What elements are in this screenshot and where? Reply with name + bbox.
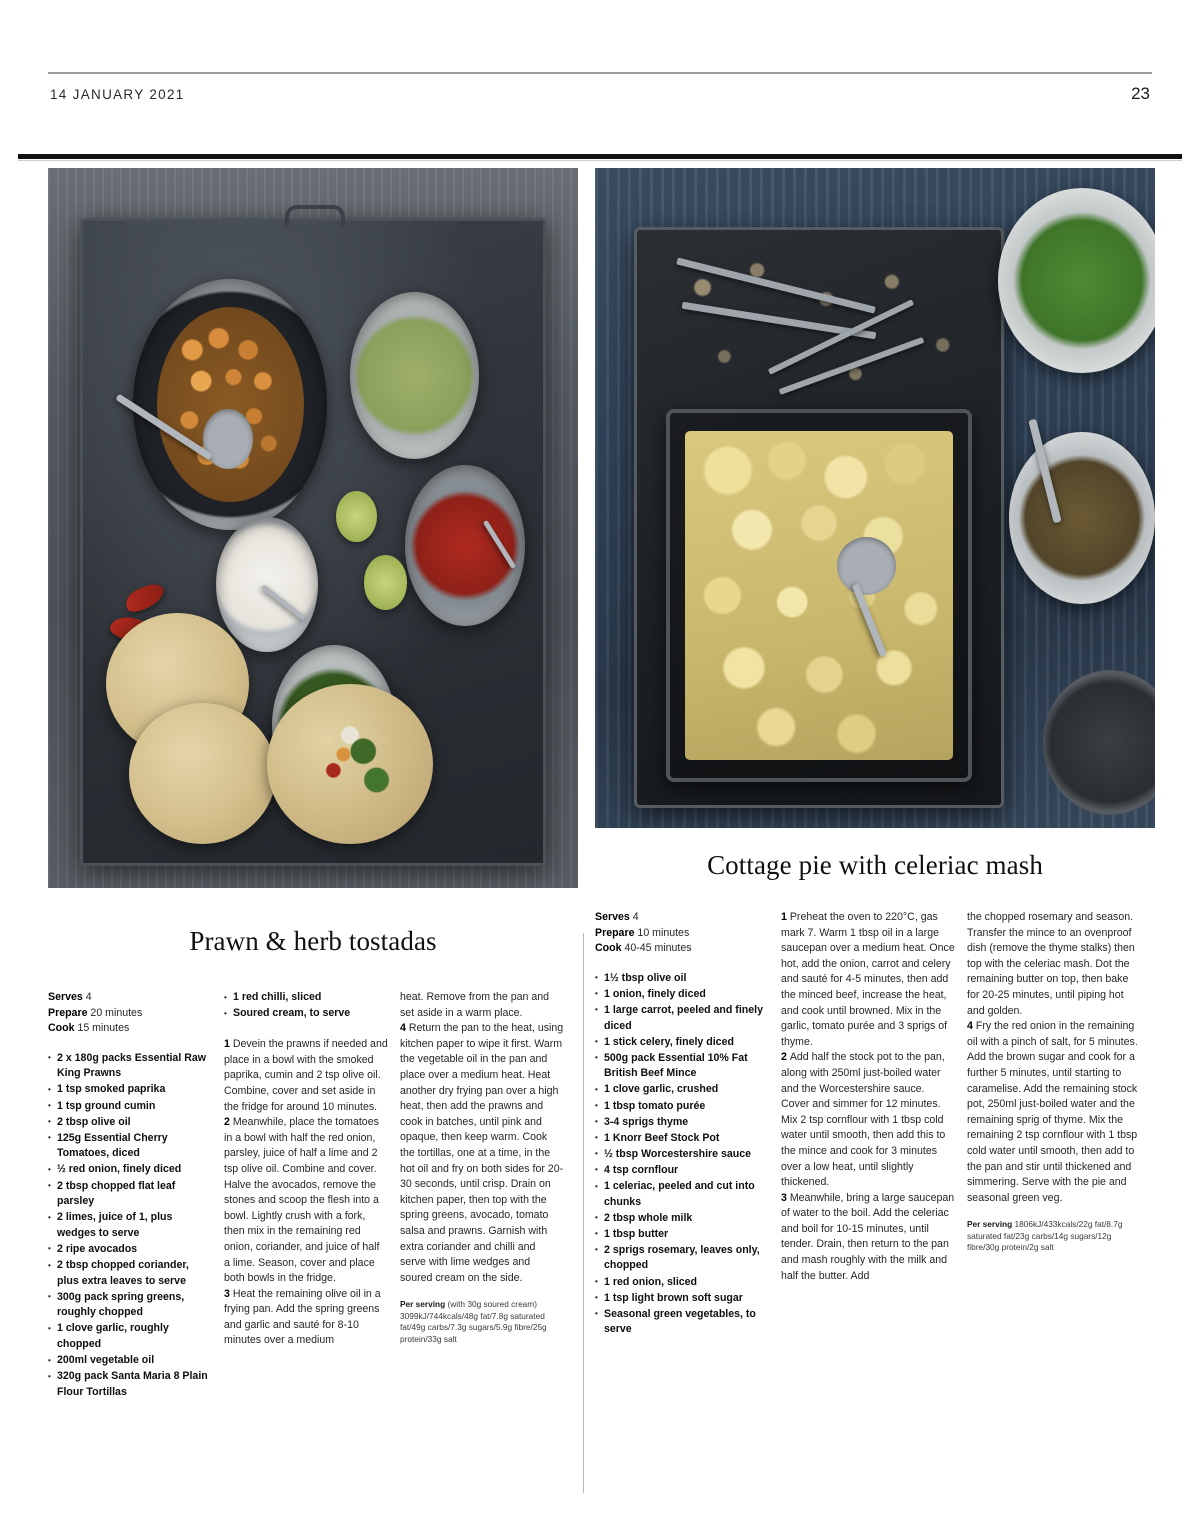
cottage-meta: [595, 910, 769, 957]
recipe-cottage-pie-celeriac-mash: [595, 168, 1155, 1338]
celeriac-mash-topping: [685, 431, 953, 760]
nutrition-values: 1806kJ/433kcals/22g fat/8.7g saturated fat/23g carbs/14g sugars/12g fibre/30g protein/2g salt: [967, 1219, 1123, 1253]
tostadas-serves: [48, 990, 212, 1006]
prepare-value: 20 minutes: [90, 1006, 143, 1019]
ingredient-item: • 1 tbsp butter: [595, 1227, 769, 1243]
method-step-text: Meanwhile, bring a large saucepan of water to the boil. Add the celeriac and boil for 10-15 minutes, until tender. Drain, then return to the pan and mash roughly with the milk and half the butter. Add: [781, 1191, 955, 1282]
cook-label: Cook: [48, 1022, 75, 1035]
method-step: [400, 1021, 564, 1286]
recipe-title-tostadas: Prawn & herb tostadas: [189, 926, 437, 956]
ingredient-item: • 2 x 180g packs Essential Raw King Prawns: [48, 1051, 212, 1082]
lime-half-one: [336, 491, 377, 542]
method-step: [967, 1019, 1141, 1206]
ingredient-item: • Soured cream, to serve: [224, 1006, 388, 1022]
tostadas-column-one: [48, 990, 224, 1401]
ingredient-item: • ½ tbsp Worcestershire sauce: [595, 1147, 769, 1163]
ingredient-item: • 1 tbsp tomato purée: [595, 1099, 769, 1115]
photo-cottage-pie: [595, 168, 1155, 828]
method-step-number: 4: [967, 1020, 976, 1033]
assembled-tostada: [267, 684, 433, 845]
ingredient-item: • 4 tsp cornflour: [595, 1163, 769, 1179]
ingredient-item: • 2 ripe avocados: [48, 1242, 212, 1258]
spacer: [224, 1022, 388, 1037]
method-step: [781, 1050, 955, 1190]
ingredient-item: • 1 large carrot, peeled and finely diced: [595, 1003, 769, 1034]
ingredient-item: • 1 tsp light brown soft sugar: [595, 1291, 769, 1307]
cottage-step-continuation-text: the chopped rosemary and season. Transfer the mince to an ovenproof dish (remove the thyme stalks) then top with the celeriac mash. Dot the remaining butter on top, then bake for 20-25 minutes, until piping hot and golden.: [967, 911, 1135, 1017]
tostadas-meta: [48, 990, 212, 1037]
method-step-text: Meanwhile, place the tomatoes in a bowl with half the red onion, parsley, juice of half a lime and 2 tsp olive oil. Combine and cover. Halve the avocados, remove the stones and scoop the flesh into a bowl. Lightly crush with a fork, then mix in the remaining red onion, coriander, and juice of half a lime. Season, cover and place both bowls in the fridge.: [224, 1116, 380, 1285]
prepare-label: Prepare: [595, 926, 635, 939]
nutrition-values: 3099kJ/744kcals/48g fat/7.8g saturated fat/49g carbs/7.3g sugars/5.9g fibre/25g protein/33g salt: [400, 1310, 547, 1345]
ingredient-item: • 2 tbsp chopped flat leaf parsley: [48, 1179, 212, 1210]
cottage-method-continuation: [967, 910, 1141, 1019]
slate-serving-tray: [80, 218, 546, 866]
baking-tray: [634, 227, 1004, 808]
cottage-column-three: [967, 910, 1153, 1338]
method-step-number: 1: [781, 911, 790, 923]
method-step-number: 1: [224, 1038, 233, 1051]
tostadas-ingredients-list-two: [224, 990, 388, 1022]
ingredient-item: • 1 stick celery, finely diced: [595, 1035, 769, 1051]
ingredient-item: • 1 red onion, sliced: [595, 1275, 769, 1291]
method-step-number: 3: [781, 1191, 790, 1204]
soured-cream-spoon: [261, 585, 306, 621]
tostadas-method-continuation: [400, 990, 564, 1021]
ingredient-item: • 2 tbsp olive oil: [48, 1115, 212, 1131]
bowl-of-green-beans: [998, 188, 1155, 373]
page-content: [0, 168, 1200, 1518]
ingredient-item: • 2 sprigs rosemary, leaves only, chopped: [595, 1243, 769, 1274]
prawn-pile: [157, 307, 304, 502]
cottage-column-two: [781, 910, 967, 1338]
method-step-text: Heat the remaining olive oil in a frying pan. Add the spring greens and garlic and sauté for 8-10 minutes over a medium: [224, 1287, 381, 1347]
method-step: [224, 1287, 388, 1349]
ingredient-item: • 1 red chilli, sliced: [224, 990, 388, 1006]
ingredient-item: • 500g pack Essential 10% Fat British Beef Mince: [595, 1051, 769, 1082]
photo-prawn-herb-tostadas: [48, 168, 578, 888]
ingredient-item: • 1 clove garlic, roughly chopped: [48, 1321, 212, 1352]
prepare-label: Prepare: [48, 1006, 88, 1019]
flour-tortilla-bottom: [129, 703, 276, 844]
method-step-text: Preheat the oven to 220°C, gas mark 7. Warm 1 tbsp oil in a large saucepan over a medium heat. Once hot, add the onion, carrot and celery and sauté for 4-5 minutes, then add the minced beef, increase the heat, and cook until browned. Mix in the garlic, tomato purée and 3 sprigs of thyme.: [781, 911, 955, 1048]
serves-label: Serves: [595, 911, 630, 923]
lime-half-two: [364, 555, 408, 610]
sliced-red-chilli-one: [122, 579, 168, 617]
ingredient-item: • 1 Knorr Beef Stock Pot: [595, 1131, 769, 1147]
cottage-nutrition: [967, 1219, 1141, 1254]
ingredient-item: • 2 tbsp chopped coriander, plus extra leaves to serve: [48, 1258, 212, 1289]
serves-value: 4: [632, 911, 639, 923]
method-step-number: 2: [781, 1051, 790, 1064]
issue-date: 14 JANUARY 2021: [50, 87, 185, 102]
method-step: [224, 1037, 388, 1115]
tostadas-nutrition: [400, 1299, 564, 1345]
method-step: [781, 1191, 955, 1285]
ingredient-item: • 2 limes, juice of 1, plus wedges to serve: [48, 1210, 212, 1241]
ingredient-item: • 320g pack Santa Maria 8 Plain Flour Tortillas: [48, 1369, 212, 1400]
ingredient-item: • 125g Essential Cherry Tomatoes, diced: [48, 1131, 212, 1162]
salsa-spoon: [483, 520, 516, 569]
ingredient-item: • 200ml vegetable oil: [48, 1353, 212, 1369]
plate-of-prawns: [133, 279, 326, 529]
method-step-text: Add half the stock pot to the pan, along with 250ml just-boiled water and the Worcestershire sauce. Cover and simmer for 12 minutes. Mix 2 tsp cornflour with 1 tbsp cold water until smooth, then add this to the mince and cook for 3 minutes over a low heat, until slightly thickened.: [781, 1051, 946, 1189]
cottage-prepare: [595, 926, 769, 942]
bowl-of-soured-cream: [216, 517, 317, 652]
tostadas-method-part-one: [224, 1037, 388, 1349]
cottage-column-one: [595, 910, 781, 1338]
recipe-prawn-herb-tostadas: [48, 168, 578, 1401]
serves-value: 4: [85, 991, 92, 1003]
method-step-text: Devein the prawns if needed and place in a bowl with the smoked paprika, cumin and 2 tsp olive oil. Combine, cover and set aside in the fridge for around 10 minutes.: [224, 1038, 388, 1113]
ingredient-item: • 300g pack spring greens, roughly chopped: [48, 1290, 212, 1321]
cottage-ingredients-list: [595, 971, 769, 1338]
tostadas-step-continuation-text: heat. Remove from the pan and set aside in a warm place.: [400, 991, 549, 1019]
method-step-number: 3: [224, 1287, 233, 1300]
header-bottom-rule: [18, 154, 1182, 159]
jug-of-gravy: [1009, 432, 1155, 604]
jar-of-tomato-salsa: [405, 465, 525, 626]
method-step: [224, 1115, 388, 1287]
ingredient-item: • 2 tbsp whole milk: [595, 1211, 769, 1227]
ingredient-item: • 1 clove garlic, crushed: [595, 1082, 769, 1098]
method-step-text: Fry the red onion in the remaining oil with a pinch of salt, for 5 minutes. Add the brown sugar and cook for a further 5 minutes, until starting to caramelise. Add the remaining stock pot, 250ml just-boiled water and the remaining sprig of thyme. Mix the remaining 2 tsp cornflour with 1 tbsp cold water until smooth, then add to the pan and stir until thickened and simmering. Serve with the pie and seasonal green veg.: [967, 1020, 1138, 1204]
cottage-cook: [595, 941, 769, 957]
tostadas-cook: [48, 1021, 212, 1037]
cottage-method-part-two: [967, 1019, 1141, 1206]
method-step: [781, 910, 955, 1050]
cook-value: 40-45 minutes: [624, 942, 692, 955]
cook-value: 15 minutes: [77, 1022, 130, 1035]
tostadas-method-part-two: [400, 1021, 564, 1286]
nutrition-label: Per serving: [967, 1219, 1013, 1230]
ingredient-item: • Seasonal green vegetables, to serve: [595, 1307, 769, 1338]
nutrition-label: Per serving: [400, 1299, 446, 1310]
nutrition-note: (with 30g soured cream): [447, 1299, 537, 1310]
method-step-number: 4: [400, 1022, 409, 1035]
tostadas-prepare: [48, 1006, 212, 1022]
recipe-title-cottage-pie: Cottage pie with celeriac mash: [707, 850, 1043, 880]
method-step-text: Return the pan to the heat, using kitchen paper to wipe it first. Warm the vegetable oil in the pan and place over a medium heat. Heat another dry frying pan over a high heat, then add the prawns and cook in batches, until pink and opaque, then keep warm. Cook the tortillas, one at a time, in the hot oil and fry on both sides for 20-30 seconds, until crisp. Drain on kitchen paper, then top with the spring greens, avocado, tomato salsa and prawns. Garnish with extra coriander and chilli and serve with lime wedges and soured cream on the side.: [400, 1022, 564, 1284]
tostadas-column-three: [400, 990, 576, 1401]
ingredient-item: • 3-4 sprigs thyme: [595, 1115, 769, 1131]
recipe-text-columns-tostadas: [48, 990, 578, 1401]
cottage-serves: [595, 910, 769, 926]
tostadas-ingredients-list-one: [48, 1051, 212, 1401]
ingredient-item: • 1 tsp ground cumin: [48, 1099, 212, 1115]
cook-label: Cook: [595, 942, 622, 955]
ingredient-item: • 1½ tbsp olive oil: [595, 971, 769, 987]
pie-baking-dish: [666, 409, 971, 783]
bowl-of-guacamole: [350, 292, 479, 459]
ingredient-item: • 1 celeriac, peeled and cut into chunks: [595, 1179, 769, 1210]
tray-handle: [285, 205, 345, 227]
column-divider-rule: [583, 933, 584, 1493]
cottage-method-part-one: [781, 910, 955, 1284]
method-step-number: 2: [224, 1116, 233, 1129]
tostadas-column-two: [224, 990, 400, 1401]
page-number: 23: [1131, 84, 1150, 103]
recipe-text-columns-cottage-pie: [595, 910, 1155, 1338]
page-header: [48, 72, 1152, 104]
ingredient-item: • 1 onion, finely diced: [595, 987, 769, 1003]
serves-label: Serves: [48, 991, 83, 1003]
ingredient-item: • 1 tsp smoked paprika: [48, 1082, 212, 1098]
ingredient-item: • ½ red onion, finely diced: [48, 1162, 212, 1178]
prepare-value: 10 minutes: [637, 926, 690, 939]
